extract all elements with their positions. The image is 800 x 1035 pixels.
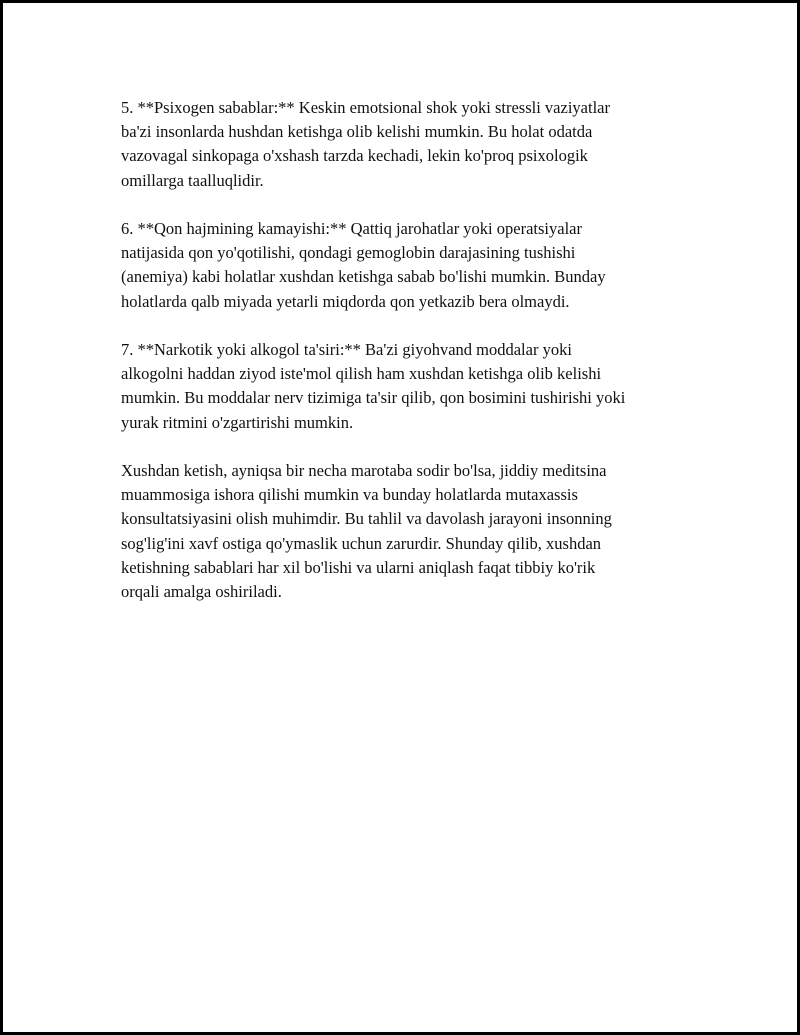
text-line: holatlarda qalb miyada yetarli miqdorda qon yetkazib bera olmaydi. xyxy=(121,291,570,311)
text-line: vazovagal sinkopaga o'xshash tarzda kechadi, lekin ko'proq psixologik xyxy=(121,146,588,166)
text-line: 7. **Narkotik yoki alkogol ta'siri:** Ba'zi giyohvand moddalar yoki xyxy=(121,340,572,359)
paragraph-psixogen-sabablar xyxy=(121,96,691,193)
text-line: konsultatsiyasini olish muhimdir. Bu tahlil va davolash jarayoni insonning xyxy=(121,509,612,529)
text-line: natijasida qon yo'qotilishi, qondagi gemoglobin darajasining tushishi xyxy=(121,243,576,263)
text-line: yurak ritmini o'zgartirishi mumkin. xyxy=(121,412,354,432)
text-line: orqali amalga oshiriladi. xyxy=(121,582,282,602)
paragraph-narkotik-yoki-alkogol xyxy=(121,338,691,435)
text-line: ba'zi insonlarda hushdan ketishga olib kelishi mumkin. Bu holat odatda xyxy=(121,122,593,142)
text-line: alkogolni haddan ziyod iste'mol qilish ham xushdan ketishga olib kelishi xyxy=(121,364,602,384)
paragraph-qon-hajmining-kamayishi xyxy=(121,217,691,314)
text-line: muammosiga ishora qilishi mumkin va bunday holatlarda mutaxassis xyxy=(121,485,578,505)
text-line: omillarga taalluqlidir. xyxy=(121,170,264,190)
text-line: mumkin. Bu moddalar nerv tizimiga ta'sir qilib, qon bosimini tushirishi yoki xyxy=(121,388,626,408)
text-line: Xushdan ketish, ayniqsa bir necha marotaba sodir bo'lsa, jiddiy meditsina xyxy=(121,461,607,480)
paragraph-conclusion xyxy=(121,459,691,604)
text-line: (anemiya) kabi holatlar xushdan ketishga sabab bo'lishi mumkin. Bunday xyxy=(121,267,606,287)
text-line: 6. **Qon hajmining kamayishi:** Qattiq jarohatlar yoki operatsiyalar xyxy=(121,219,582,238)
text-line: ketishning sabablari har xil bo'lishi va ularni aniqlash faqat tibbiy ko'rik xyxy=(121,557,596,577)
document-body xyxy=(121,96,691,628)
text-line: sog'lig'ini xavf ostiga qo'ymaslik uchun zarurdir. Shunday qilib, xushdan xyxy=(121,533,602,553)
text-line: 5. **Psixogen sabablar:** Keskin emotsional shok yoki stressli vaziyatlar xyxy=(121,98,610,117)
